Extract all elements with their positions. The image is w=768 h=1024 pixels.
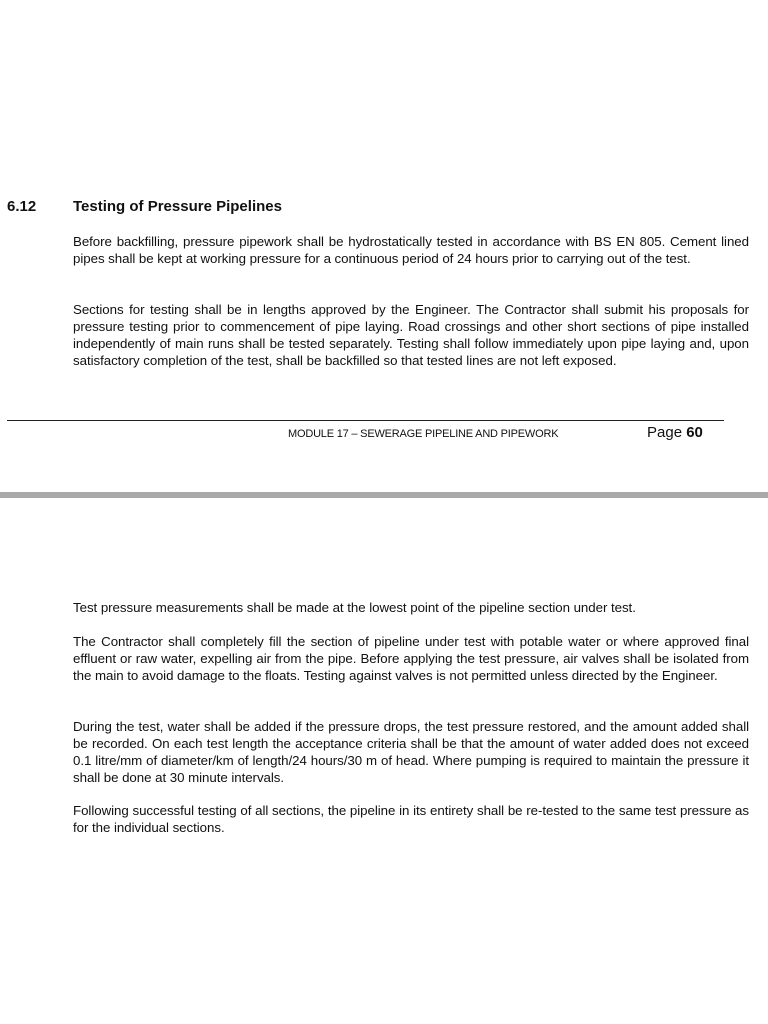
paragraph-measurements: Test pressure measurements shall be made at the lowest point of the pipeline section under test. bbox=[73, 600, 636, 615]
page-label: Page bbox=[647, 424, 683, 441]
paragraph-filling: The Contractor shall completely fill the section of pipeline under test with potable water or where approved final effluent or raw water, expelling air from the pipe. Before applying the test pressure, air valves shall be isolated from the main to avoid damage to the floats. Testing against valves is not permitted unless directed by the Engineer. bbox=[73, 634, 749, 683]
paragraph-retesting: Following successful testing of all sections, the pipeline in its entirety shall be re-tested to the same test pressure as for the individual sections. bbox=[73, 803, 749, 835]
document-page-top bbox=[0, 0, 768, 492]
footer-module-title: MODULE 17 – SEWERAGE PIPELINE AND PIPEWORK bbox=[288, 428, 559, 440]
paragraph-backfilling: Before backfilling, pressure pipework shall be hydrostatically tested in accordance with BS EN 805. Cement lined pipes shall be kept at working pressure for a continuous period of 24 hours prior to carrying out of the test. bbox=[73, 234, 749, 266]
footer-divider bbox=[7, 420, 724, 421]
section-title: Testing of Pressure Pipelines bbox=[73, 198, 282, 215]
footer-page-number bbox=[647, 423, 703, 443]
paragraph-during-test: During the test, water shall be added if the pressure drops, the test pressure restored, and the amount added shall be recorded. On each test length the acceptance criteria shall be that the amount of water added does not exceed 0.1 litre/mm of diameter/km of length/24 hours/30 m of head. Where pumping is required to maintain the pressure it shall be done at 30 minute intervals. bbox=[73, 719, 749, 785]
section-number: 6.12 bbox=[7, 198, 37, 215]
paragraph-test-sections: Sections for testing shall be in lengths approved by the Engineer. The Contractor shall submit his proposals for pressure testing prior to commencement of pipe laying. Road crossings and other short sections of pipe installed independently of main runs shall be tested separately. Testing shall follow immediately upon pipe laying and, upon satisfactory completion of the test, shall be backfilled so that tested lines are not left exposed. bbox=[73, 302, 749, 368]
page-number: 60 bbox=[686, 424, 703, 441]
document-page-bottom bbox=[0, 498, 768, 1024]
